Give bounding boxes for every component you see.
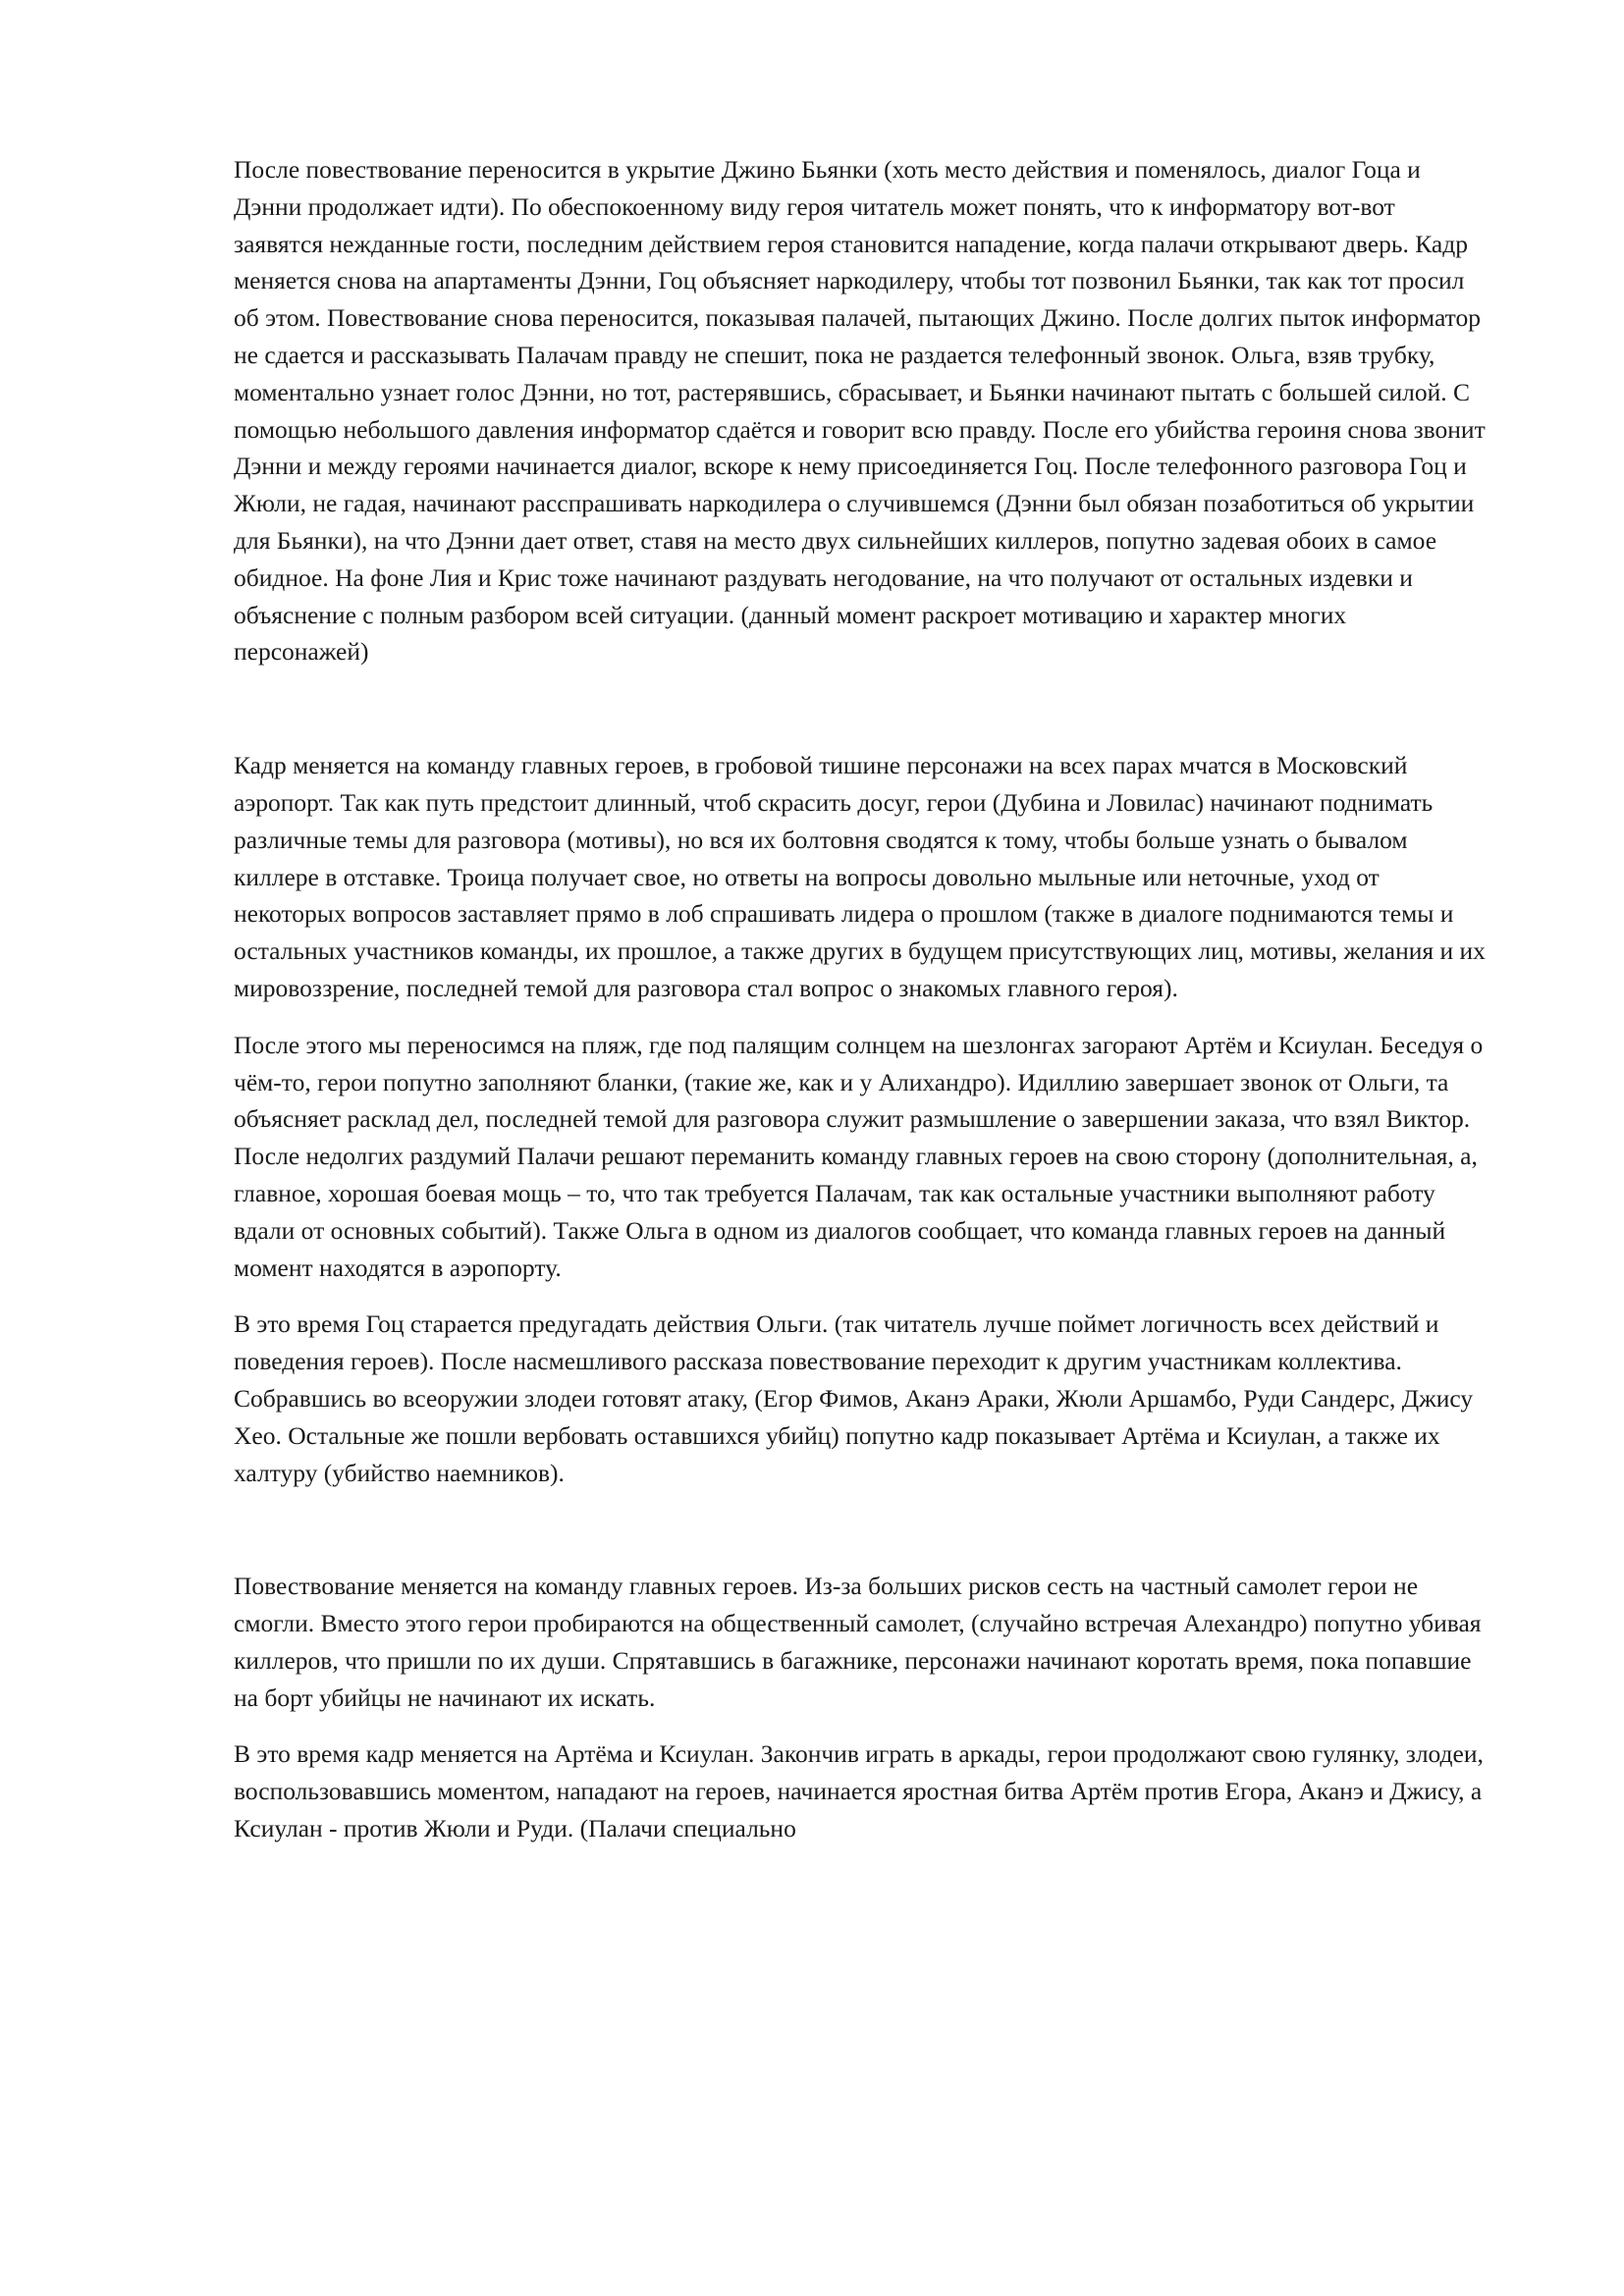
paragraph-spacing: [234, 1007, 1486, 1027]
paragraph-spacing: [234, 1716, 1486, 1735]
section-break: [234, 670, 1486, 747]
paragraph-6: В это время кадр меняется на Артёма и Ксиулан. Закончив играть в аркады, герои продолжают свою гулянку, злодеи, воспользовавшись моментом, нападают на героев, начинается яростная битва Артём против Егора, Аканэ и Джису, а Ксиулан - против Жюли и Руди. (Палачи специально: [234, 1739, 1484, 1843]
paragraph-2: Кадр меняется на команду главных героев, в гробовой тишине персонажи на всех парах мчатся в Московский аэропорт. Так как путь предстоит длинный, чтоб скрасить досуг, герои (Дубина и Ловилас) начинают поднимать различные темы для разговора (мотивы), но вся их болтовня сводятся к тому, чтобы больше узнать о бывалом киллере в отставке. Троица получает свое, но ответы на вопросы довольно мыльные или неточные, уход от некоторых вопросов заставляет прямо в лоб спрашивать лидера о прошлом (также в диалоге поднимаются темы и остальных участников команды, их прошлое, а также других в будущем присутствующих лиц, мотивы, желания и их мировоззрение, последней темой для разговора стал вопрос о знакомых главного героя).: [234, 751, 1486, 1002]
paragraph-spacing: [234, 1286, 1486, 1306]
paragraph-3: После этого мы переносимся на пляж, где под палящим солнцем на шезлонгах загорают Артём и Ксиулан. Беседуя о чём-то, герои попутно заполняют бланки, (такие же, как и у Алихандро). Идиллию завершает звонок от Ольги, та объясняет расклад дел, последней темой для разговора служит размышление о завершении заказа, что взял Виктор. После недолгих раздумий Палачи решают переманить команду главных героев на свою сторону (дополнительная, а, главное, хорошая боевая мощь – то, что так требуется Палачам, так как остальные участники выполняют работу вдали от основных событий). Также Ольга в одном из диалогов сообщает, что команда главных героев на данный момент находятся в аэропорту.: [234, 1030, 1484, 1282]
document-body: [234, 151, 1486, 1847]
paragraph-5: Повествование меняется на команду главных героев. Из-за больших рисков сесть на частный самолет герои не смогли. Вместо этого герои пробираются на общественный самолет, (случайно встречая Алехандро) попутно убивая киллеров, что пришли по их души. Спрятавшись в багажнике, персонажи начинают коротать время, пока попавшие на борт убийцы не начинают их искать.: [234, 1572, 1482, 1712]
paragraph-1: После повествование переносится в укрытие Джино Бьянки (хоть место действия и поменялось, диалог Гоца и Дэнни продолжает идти). По обеспокоенному виду героя читатель может понять, что к информатору вот-вот заявятся нежданные гости, последним действием героя становится нападение, когда палачи открывают дверь. Кадр меняется снова на апартаменты Дэнни, Гоц объясняет наркодилеру, чтобы тот позвонил Бьянки, так как тот просил об этом. Повествование снова переносится, показывая палачей, пытающих Джино. После долгих пыток информатор не сдается и рассказывать Палачам правду не спешит, пока не раздается телефонный звонок. Ольга, взяв трубку, моментально узнает голос Дэнни, но тот, растерявшись, сбрасывает, и Бьянки начинают пытать с большей силой. С помощью небольшого давления информатор сдаётся и говорит всю правду. После его убийства героиня снова звонит Дэнни и между героями начинается диалог, вскоре к нему присоединяется Гоц. После телефонного разговора Гоц и Жюли, не гадая, начинают расспрашивать наркодилера о случившемся (Дэнни был обязан позаботиться об укрытии для Бьянки), на что Дэнни дает ответ, ставя на место двух сильнейших киллеров, попутно задевая обоих в самое обидное. На фоне Лия и Крис тоже начинают раздувать негодование, на что получают от остальных издевки и объяснение с полным разбором всей ситуации. (данный момент раскроет мотивацию и характер многих персонажей): [234, 155, 1486, 667]
paragraph-4: В это время Гоц старается предугадать действия Ольги. (так читатель лучше поймет логичность всех действий и поведения героев). После насмешливого рассказа повествование переходит к другим участникам коллектива. Собравшись во всеоружии злодеи готовят атаку, (Егор Фимов, Аканэ Араки, Жюли Аршамбо, Руди Сандерс, Джису Хео. Остальные же пошли вербовать оставшихся убийц) попутно кадр показывает Артёма и Ксиулан, а также их халтуру (убийство наемников).: [234, 1309, 1474, 1487]
section-break: [234, 1491, 1486, 1568]
